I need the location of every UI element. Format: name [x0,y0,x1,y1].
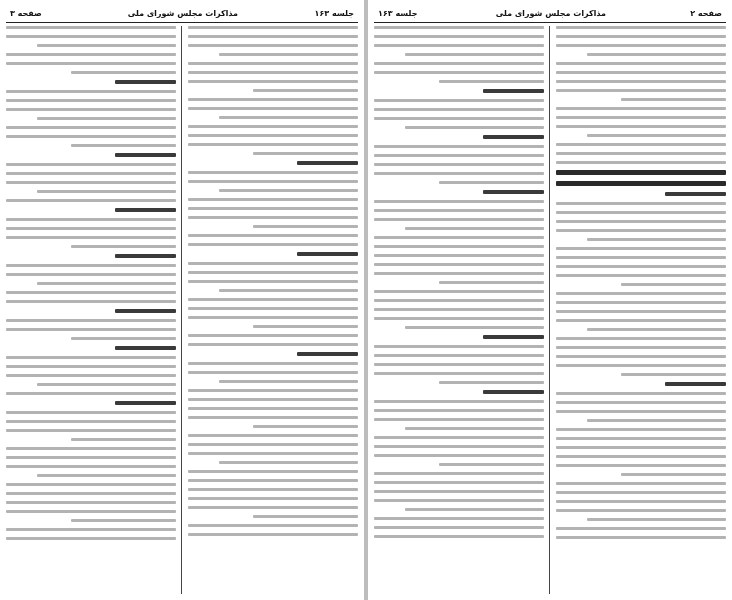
left-page-left-column [6,26,176,594]
right-header-title: مذاکرات مجلس شورای ملی [495,9,606,18]
right-page [374,6,726,594]
right-page-left-column [374,26,544,594]
right-page-column-rule [549,26,550,594]
left-header-session: جلسه ۱۶۳ [314,9,354,18]
right-running-header [374,6,726,23]
book-gutter [364,0,368,600]
left-page-right-column [188,26,358,594]
right-header-page-label: صفحه ۲ [690,9,722,18]
right-header-session: جلسه ۱۶۳ [378,9,418,18]
left-running-header [6,6,358,23]
left-header-page-label: صفحه ۳ [10,9,42,18]
left-header-title: مذاکرات مجلس شورای ملی [127,9,238,18]
left-page [6,6,358,594]
right-page-right-column [556,26,726,594]
left-page-column-rule [181,26,182,594]
